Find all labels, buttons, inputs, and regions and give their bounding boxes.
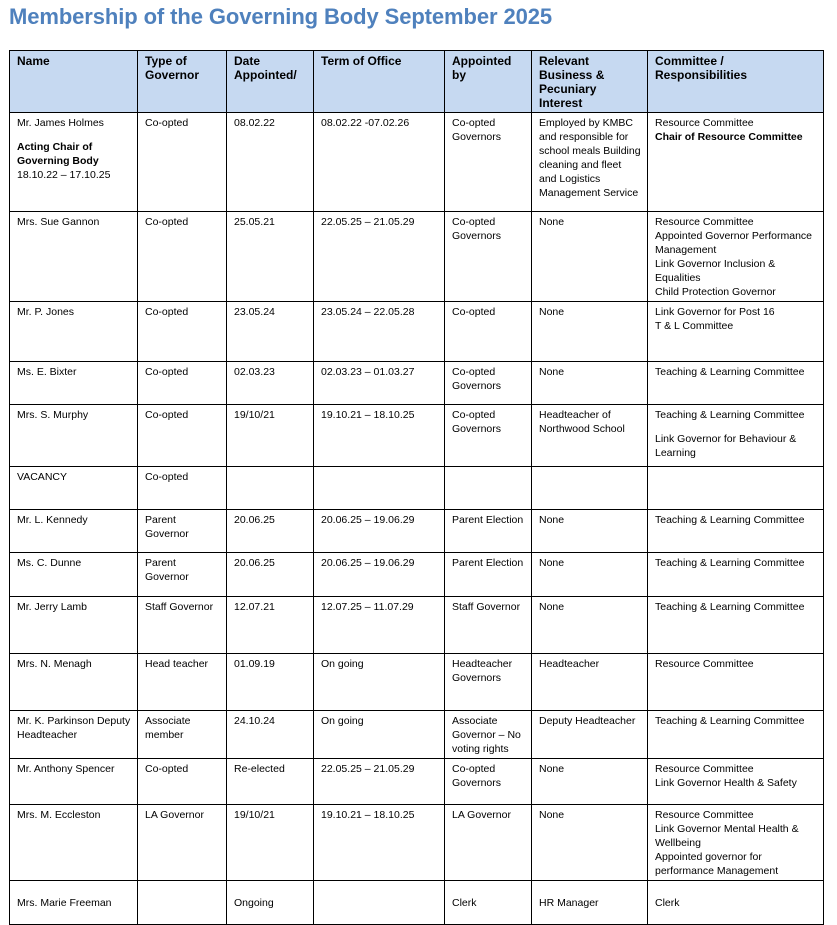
date-cell: 24.10.24 [227,711,314,759]
date-cell: 25.05.21 [227,212,314,302]
committee-cell: Teaching & Learning Committee [648,597,824,654]
committee-line: Teaching & Learning Committee [655,409,805,421]
member-name: Mr. James Holmes [17,117,104,129]
term-cell [314,467,445,510]
name-cell: Ms. C. Dunne [10,553,138,597]
column-header-committee: Committee / Responsibilities [648,51,824,113]
committee-cell [648,212,824,302]
name-cell: Mrs. S. Murphy [10,405,138,467]
table-row [10,212,824,302]
appointed-by-cell: Co-opted Governors [445,113,532,212]
appointed-by-cell: LA Governor [445,805,532,881]
term-cell: 20.06.25 – 19.06.29 [314,510,445,553]
date-cell: 20.06.25 [227,510,314,553]
type-cell: Co-opted [138,759,227,805]
appointed-by-cell: Associate Governor – No voting rights [445,711,532,759]
date-cell: 02.03.23 [227,362,314,405]
name-cell: Mr. P. Jones [10,302,138,362]
date-cell: 23.05.24 [227,302,314,362]
governors-table [9,50,824,925]
term-cell: 22.05.25 – 21.05.29 [314,759,445,805]
committee-line: Link Governor Mental Health & Wellbeing [655,823,799,849]
committee-cell: Teaching & Learning Committee [648,553,824,597]
name-cell: Ms. E. Bixter [10,362,138,405]
committee-line: Resource Committee [655,216,754,228]
name-cell: Mrs. M. Eccleston [10,805,138,881]
interest-cell: None [532,362,648,405]
type-cell: Parent Governor [138,510,227,553]
term-cell: 19.10.21 – 18.10.25 [314,805,445,881]
term-cell: 02.03.23 – 01.03.27 [314,362,445,405]
column-header-appointed-by: Appointed by [445,51,532,113]
name-cell: Mr. L. Kennedy [10,510,138,553]
date-cell: 08.02.22 [227,113,314,212]
interest-cell: HR Manager [532,881,648,925]
member-role: Acting Chair of Governing Body [17,141,99,167]
column-header-date: Date Appointed/ [227,51,314,113]
term-cell: 20.06.25 – 19.06.29 [314,553,445,597]
name-cell: VACANCY [10,467,138,510]
type-cell: Co-opted [138,405,227,467]
committee-cell: Teaching & Learning Committee [648,711,824,759]
committee-cell: Teaching & Learning Committee [648,362,824,405]
committee-cell [648,805,824,881]
committee-line: Link Governor Health & Safety [655,777,797,789]
appointed-by-cell: Staff Governor [445,597,532,654]
committee-cell [648,113,824,212]
type-cell: LA Governor [138,805,227,881]
date-cell: 12.07.21 [227,597,314,654]
date-cell: Ongoing [227,881,314,925]
interest-cell: None [532,805,648,881]
table-row [10,467,824,510]
name-cell: Mr. Anthony Spencer [10,759,138,805]
type-cell: Parent Governor [138,553,227,597]
committee-line: Appointed governor for performance Management [655,851,779,877]
term-cell: On going [314,711,445,759]
appointed-by-cell: Clerk [445,881,532,925]
table-row [10,113,824,212]
committee-cell [648,405,824,467]
term-cell: 19.10.21 – 18.10.25 [314,405,445,467]
type-cell: Co-opted [138,467,227,510]
interest-cell: Employed by KMBC and responsible for school meals Building cleaning and fleet and Logistics Management Service [532,113,648,212]
column-header-term: Term of Office [314,51,445,113]
term-cell: 12.07.25 – 11.07.29 [314,597,445,654]
committee-line: Link Governor for Post 16 [655,306,775,318]
interest-cell: Headteacher [532,654,648,711]
table-row [10,302,824,362]
appointed-by-cell: Parent Election [445,553,532,597]
committee-cell: Clerk [648,881,824,925]
interest-cell: None [532,302,648,362]
term-cell [314,881,445,925]
date-cell: 20.06.25 [227,553,314,597]
term-cell: 22.05.25 – 21.05.29 [314,212,445,302]
page-title: Membership of the Governing Body September 2025 [9,4,552,29]
name-cell [10,113,138,212]
member-role-dates: 18.10.22 – 17.10.25 [17,169,111,181]
committee-line: Child Protection Governor [655,286,776,298]
committee-cell [648,759,824,805]
type-cell: Head teacher [138,654,227,711]
table-row [10,362,824,405]
type-cell [138,881,227,925]
table-row [10,759,824,805]
interest-cell: Deputy Headteacher [532,711,648,759]
type-cell: Staff Governor [138,597,227,654]
interest-cell [532,467,648,510]
committee-line: Link Governor for Behaviour & Learning [655,433,797,459]
table-row [10,654,824,711]
committee-cell: Teaching & Learning Committee [648,510,824,553]
appointed-by-cell [445,467,532,510]
table-row [10,597,824,654]
committee-line: Resource Committee [655,763,754,775]
appointed-by-cell: Headteacher Governors [445,654,532,711]
table-row [10,553,824,597]
interest-cell: None [532,759,648,805]
column-header-type: Type of Governor [138,51,227,113]
committee-cell: Resource Committee [648,654,824,711]
interest-cell: None [532,597,648,654]
term-cell: 23.05.24 – 22.05.28 [314,302,445,362]
date-cell: 19/10/21 [227,405,314,467]
appointed-by-cell: Co-opted [445,302,532,362]
name-cell: Mrs. Marie Freeman [10,881,138,925]
interest-cell: None [532,553,648,597]
committee-line: Link Governor Inclusion & Equalities [655,258,776,284]
date-cell: 01.09.19 [227,654,314,711]
appointed-by-cell: Co-opted Governors [445,212,532,302]
date-cell: 19/10/21 [227,805,314,881]
table-row [10,711,824,759]
appointed-by-cell: Parent Election [445,510,532,553]
appointed-by-cell: Co-opted Governors [445,362,532,405]
name-cell: Mrs. Sue Gannon [10,212,138,302]
type-cell: Co-opted [138,302,227,362]
table-row [10,510,824,553]
committee-cell [648,302,824,362]
column-header-interest: Relevant Business & Pecuniary Interest [532,51,648,113]
interest-cell: None [532,212,648,302]
interest-cell: None [532,510,648,553]
type-cell: Co-opted [138,113,227,212]
committee-line: T & L Committee [655,320,734,332]
appointed-by-cell: Co-opted Governors [445,759,532,805]
date-cell [227,467,314,510]
appointed-by-cell: Co-opted Governors [445,405,532,467]
name-cell: Mrs. N. Menagh [10,654,138,711]
table-row [10,405,824,467]
column-header-name: Name [10,51,138,113]
name-cell: Mr. Jerry Lamb [10,597,138,654]
term-cell: 08.02.22 -07.02.26 [314,113,445,212]
committee-line: Appointed Governor Performance Management [655,230,813,256]
type-cell: Co-opted [138,212,227,302]
date-cell: Re-elected [227,759,314,805]
table-row [10,805,824,881]
table-row [10,881,824,925]
committee-line: Resource Committee [655,809,754,821]
name-cell: Mr. K. Parkinson Deputy Headteacher [10,711,138,759]
type-cell: Associate member [138,711,227,759]
term-cell: On going [314,654,445,711]
committee-cell [648,467,824,510]
committee-role: Chair of Resource Committee [655,131,803,143]
table-header-row [10,51,824,113]
committee-line: Resource Committee [655,117,754,129]
type-cell: Co-opted [138,362,227,405]
interest-cell: Headteacher of Northwood School [532,405,648,467]
